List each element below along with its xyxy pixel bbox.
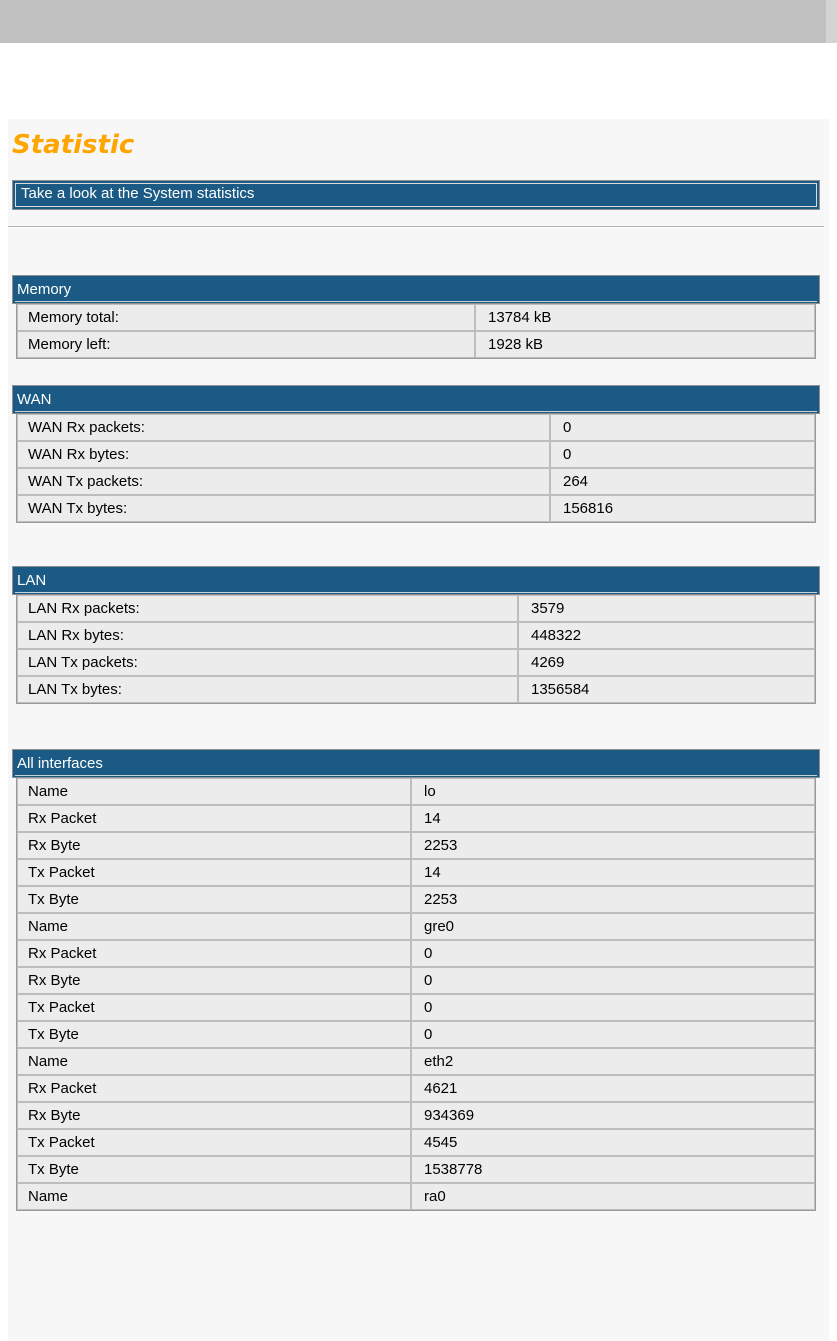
- table-row: [17, 649, 815, 676]
- table-row: [17, 940, 815, 967]
- stat-label: Name: [17, 778, 411, 805]
- table-row: [17, 994, 815, 1021]
- memory-header: Memory: [12, 275, 820, 304]
- stat-label: WAN Tx bytes:: [17, 495, 550, 522]
- table-row: [17, 859, 815, 886]
- table-row: [17, 1102, 815, 1129]
- stat-value: 934369: [411, 1102, 815, 1129]
- table-row: [17, 1156, 815, 1183]
- memory-table: [16, 304, 816, 359]
- stat-value: 0: [411, 994, 815, 1021]
- stat-label: Tx Byte: [17, 1021, 411, 1048]
- table-row: [17, 304, 815, 331]
- stat-value: 4545: [411, 1129, 815, 1156]
- stat-value: 14: [411, 859, 815, 886]
- table-row: [17, 886, 815, 913]
- table-row: [17, 495, 815, 522]
- table-row: [17, 595, 815, 622]
- stat-value: 0: [550, 414, 815, 441]
- table-row: [17, 1021, 815, 1048]
- stat-label: Rx Byte: [17, 1102, 411, 1129]
- table-row: [17, 331, 815, 358]
- stat-label: WAN Rx bytes:: [17, 441, 550, 468]
- table-row: [17, 622, 815, 649]
- stat-value: 448322: [518, 622, 815, 649]
- interfaces-table: [16, 778, 816, 1211]
- table-row: [17, 676, 815, 703]
- stat-value: 0: [411, 940, 815, 967]
- interfaces-section: [12, 749, 820, 1211]
- table-row: [17, 778, 815, 805]
- stat-label: Memory total:: [17, 304, 475, 331]
- stat-label: Rx Byte: [17, 832, 411, 859]
- stat-value: 4621: [411, 1075, 815, 1102]
- wan-table: [16, 414, 816, 523]
- stat-label: LAN Rx bytes:: [17, 622, 518, 649]
- stat-label: Name: [17, 913, 411, 940]
- stat-value: 1928 kB: [475, 331, 815, 358]
- top-banner-edge: [826, 0, 837, 43]
- top-banner: [0, 0, 837, 43]
- stat-label: Name: [17, 1048, 411, 1075]
- stat-value: 0: [550, 441, 815, 468]
- stat-value: 1356584: [518, 676, 815, 703]
- stat-label: Rx Packet: [17, 940, 411, 967]
- stat-value: eth2: [411, 1048, 815, 1075]
- lan-header: LAN: [12, 566, 820, 595]
- lan-table: [16, 595, 816, 704]
- table-row: [17, 1048, 815, 1075]
- interfaces-header: All interfaces: [12, 749, 820, 778]
- page-description-bar: [12, 180, 820, 210]
- stat-label: LAN Tx bytes:: [17, 676, 518, 703]
- stat-label: Tx Packet: [17, 1129, 411, 1156]
- stat-label: WAN Tx packets:: [17, 468, 550, 495]
- stat-label: Tx Byte: [17, 886, 411, 913]
- stat-value: 3579: [518, 595, 815, 622]
- stat-value: 156816: [550, 495, 815, 522]
- stat-value: 13784 kB: [475, 304, 815, 331]
- memory-section: [12, 275, 820, 359]
- stat-value: 2253: [411, 832, 815, 859]
- stat-label: WAN Rx packets:: [17, 414, 550, 441]
- table-row: [17, 414, 815, 441]
- stat-label: Name: [17, 1183, 411, 1210]
- stat-label: Rx Packet: [17, 805, 411, 832]
- stat-value: 4269: [518, 649, 815, 676]
- stat-value: 0: [411, 1021, 815, 1048]
- stat-value: 14: [411, 805, 815, 832]
- table-row: [17, 1129, 815, 1156]
- table-row: [17, 468, 815, 495]
- table-row: [17, 913, 815, 940]
- stat-label: Tx Byte: [17, 1156, 411, 1183]
- table-row: [17, 1183, 815, 1210]
- stat-value: ra0: [411, 1183, 815, 1210]
- stat-label: Rx Packet: [17, 1075, 411, 1102]
- stat-label: LAN Tx packets:: [17, 649, 518, 676]
- stat-value: 2253: [411, 886, 815, 913]
- wan-header: WAN: [12, 385, 820, 414]
- page-description: Take a look at the System statistics: [21, 185, 255, 202]
- table-row: [17, 967, 815, 994]
- stat-value: 264: [550, 468, 815, 495]
- table-row: [17, 832, 815, 859]
- table-row: [17, 805, 815, 832]
- table-row: [17, 1075, 815, 1102]
- table-row: [17, 441, 815, 468]
- stat-label: Memory left:: [17, 331, 475, 358]
- stat-label: Tx Packet: [17, 994, 411, 1021]
- stat-label: Tx Packet: [17, 859, 411, 886]
- stat-value: 0: [411, 967, 815, 994]
- stat-label: Rx Byte: [17, 967, 411, 994]
- wan-section: [12, 385, 820, 523]
- stat-label: LAN Rx packets:: [17, 595, 518, 622]
- page-title: Statistic: [12, 130, 135, 160]
- lan-section: [12, 566, 820, 704]
- divider: [8, 226, 824, 228]
- stat-value: gre0: [411, 913, 815, 940]
- stat-value: lo: [411, 778, 815, 805]
- stat-value: 1538778: [411, 1156, 815, 1183]
